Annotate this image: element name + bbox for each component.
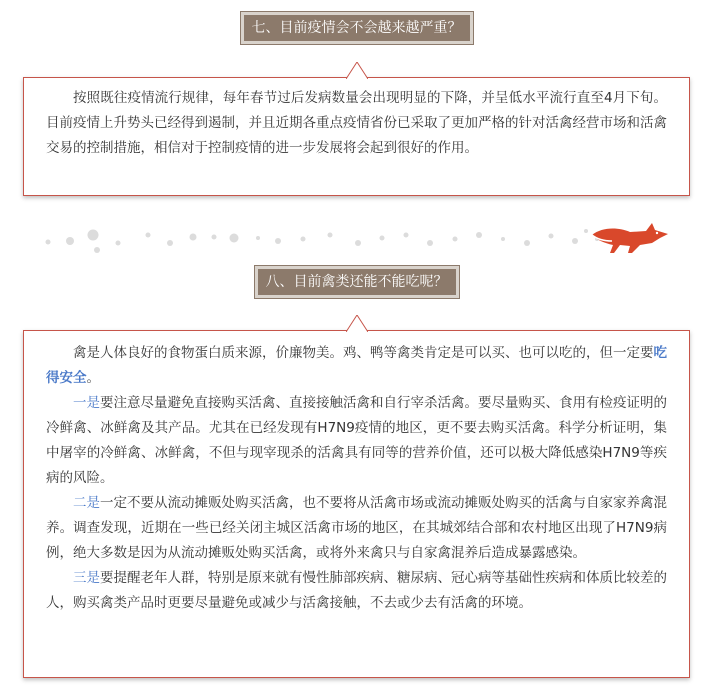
section-7-title: 七、目前疫情会不会越来越严重？ — [241, 12, 473, 44]
point-2-label: 二是 — [73, 495, 100, 511]
speech-notch-icon — [346, 315, 368, 332]
section-8-intro — [46, 341, 667, 391]
point-1-text: 要注意尽量避免直接购买活禽、直接接触活禽和自行宰杀活禽。要尽量购买、食用有检疫证明的冷鲜禽、冰鲜禽及其产品。尤其在已经发现有H7N9疫情的地区，更不要去购买活禽。科学分析证明，集中屠宰的冷鲜禽、冰鲜禽，不但与现宰现杀的活禽具有同等的营养价值，还可以极大降低感染H7N9等疾病的风险。 — [46, 395, 667, 486]
section-8-point-1 — [46, 391, 667, 491]
section-8-title: 八、目前禽类还能不能吃呢？ — [255, 266, 459, 298]
point-1-label: 一是 — [73, 395, 100, 411]
section-8-box — [23, 330, 690, 678]
snow-dots-with-fox-icon — [0, 205, 713, 260]
point-3-label: 三是 — [73, 570, 100, 586]
speech-notch-icon — [346, 62, 368, 79]
section-7-box — [23, 77, 690, 196]
intro-end: 。 — [86, 370, 100, 386]
section-8-point-3 — [46, 566, 667, 616]
point-3-text: 要提醒老年人群，特别是原来就有慢性肺部疾病、糖尿病、冠心病等基础性疾病和体质比较差的人，购买禽类产品时更要尽量避免或减少与活禽接触，不去或少去有活禽的环境。 — [46, 570, 667, 611]
point-2-text: 一定不要从流动摊贩处购买活禽，也不要将从活禽市场或流动摊贩处购买的活禽与自家家养禽混养。调查发现，近期在一些已经关闭主城区活禽市场的地区，在其城郊结合部和农村地区出现了H7N9病例，绝大多数是因为从流动摊贩处购买活禽，或将外来禽只与自家禽混养后造成暴露感染。 — [46, 495, 667, 561]
section-8-point-2 — [46, 491, 667, 566]
section-7-paragraph: 按照既往疫情流行规律，每年春节过后发病数量会出现明显的下降，并呈低水平流行直至4月下旬。目前疫情上升势头已经得到遏制，并且近期各重点疫情省份已采取了更加严格的针对活禽经营市场和活禽交易的控制措施，相信对于控制疫情的进一步发展将会起到很好的作用。 — [46, 90, 667, 156]
intro-text: 禽是人体良好的食物蛋白质来源，价廉物美。鸡、鸭等禽类肯定是可以买、也可以吃的，但一定要 — [73, 345, 654, 361]
intro-emphasis: 吃得安全 — [46, 345, 667, 386]
